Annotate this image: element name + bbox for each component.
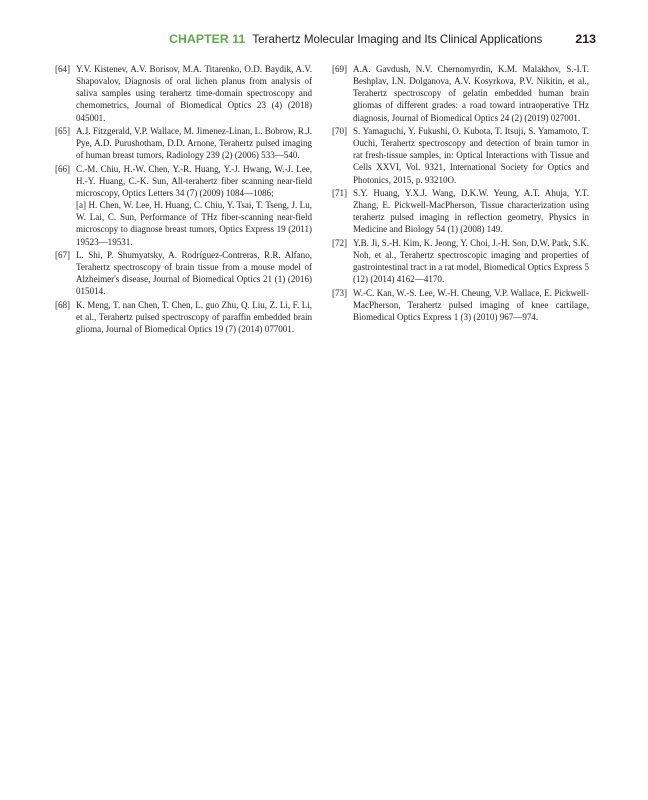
reference-number: [72] <box>332 237 348 248</box>
reference-text: A.A. Gavdush, N.V. Chernomyrdin, K.M. Malakhov, S.-I.T. Beshplav, I.N. Dolganova, A.V. Kosyrkova, P.V. Nikitin, et al., Terahertz spectroscopy of gelatin embedded human brain gliomas of different grades: a road toward intraoperative THz diagnosis, Journal of Biomedical Optics 24 (2) (2019) 027001. <box>353 64 589 123</box>
reference-number: [71] <box>332 187 348 198</box>
reference-subitem: [a] H. Chen, W. Lee, H. Huang, C. Chiu, Y. Tsai, T. Tseng, J. Lu, W. Lai, C. Sun, Performance of THz fiber-scanning near-field microscopy to diagnose breast tumors, Optics Express 19 (2011) 19523—19531. <box>76 200 312 247</box>
reference-item <box>332 125 589 186</box>
reference-item <box>55 125 312 161</box>
reference-item <box>332 287 589 323</box>
reference-item <box>55 249 312 298</box>
running-header <box>52 32 596 48</box>
reference-number: [66] <box>55 163 71 174</box>
reference-item <box>332 63 589 124</box>
reference-item <box>55 299 312 335</box>
reference-item <box>55 63 312 124</box>
reference-text: Y.B. Ji, S.-H. Kim, K. Jeong, Y. Choi, J.-H. Son, D.W. Park, S.K. Noh, et al., Terahertz spectroscopic imaging and properties of gastrointestinal tract in a rat model, Biomedical Optics Express 5 (12) (2014) 4162—4170. <box>353 237 589 285</box>
reference-text: W.-C. Kan, W.-S. Lee, W.-H. Cheung, V.P. Wallace, E. Pickwell-MacPherson, Terahertz pulsed imaging of knee cartilage, Biomedical Optics Express 1 (3) (2010) 967—974. <box>353 287 589 322</box>
reference-number: [65] <box>55 125 71 136</box>
reference-number: [68] <box>55 299 71 310</box>
reference-item <box>332 187 589 236</box>
reference-text: L. Shi, P. Shumyatsky, A. Rodríguez-Contreras, R.R. Alfano, Terahertz spectroscopy of brain tissue from a mouse model of Alzheimer's disease, Journal of Biomedical Optics 21 (1) (2016) 015014. <box>76 249 312 297</box>
reference-number: [70] <box>332 125 348 136</box>
reference-item <box>332 237 589 286</box>
reference-item <box>55 163 312 248</box>
reference-text: Y.V. Kistenev, A.V. Borisov, M.A. Titarenko, O.D. Baydik, A.V. Shapovalov, Diagnosis of oral lichen planus from analysis of saliva samples using terahertz time-domain spectroscopy and chemometrics, Journal of Biomedical Optics 23 (4) (2018) 045001. <box>76 64 312 123</box>
page-number: 213 <box>575 32 596 46</box>
reference-number: [69] <box>332 64 348 74</box>
reference-list-right <box>332 63 589 324</box>
reference-number: [64] <box>55 64 71 74</box>
reference-text: S. Yamaguchi, Y. Fukushi, O. Kubota, T. Itsuji, S. Yamamoto, T. Ouchi, Terahertz spectroscopy and detection of brain tumor in rat fresh-tissue samples, in: Optical Interactions with Tissue and Cells XXVI, Vol. 9321, International Society for Optics and Photonics, 2015, p. 93210O. <box>353 125 589 185</box>
reference-text: S.Y. Huang, Y.X.J. Wang, D.K.W. Yeung, A.T. Ahuja, Y.T. Zhang, E. Pickwell-MacPherson, Tissue characterization using terahertz pulsed imaging in reflection geometry, Physics in Medicine and Biology 54 (1) (2008) 149. <box>353 187 589 235</box>
reference-number: [67] <box>55 249 71 260</box>
reference-number: [73] <box>332 287 348 298</box>
reference-text: C.-M. Chiu, H.-W. Chen, Y.-R. Huang, Y.-J. Hwang, W.-J. Lee, H.-Y. Huang, C.-K. Sun, All-terahertz fiber scanning near-field microscopy, Optics Letters 34 (7) (2009) 1084—1086; <box>76 163 312 198</box>
reference-text: A.J. Fitzgerald, V.P. Wallace, M. Jimenez-Linan, L. Bobrow, R.J. Pye, A.D. Purushotham, D.D. Arnone, Terahertz pulsed imaging of human breast tumors, Radiology 239 (2) (2006) 533—540. <box>76 125 312 161</box>
chapter-label: CHAPTER 11 <box>169 32 246 46</box>
chapter-title: Terahertz Molecular Imaging and Its Clinical Applications <box>252 33 543 46</box>
reference-text: K. Meng, T. nan Chen, T. Chen, L. guo Zhu, Q. Liu, Z. Li, F. Li, et al., Terahertz pulsed spectroscopy of paraffin embedded brain glioma, Journal of Biomedical Optics 19 (7) (2014) 077001. <box>76 299 312 335</box>
reference-list-left <box>55 63 312 336</box>
